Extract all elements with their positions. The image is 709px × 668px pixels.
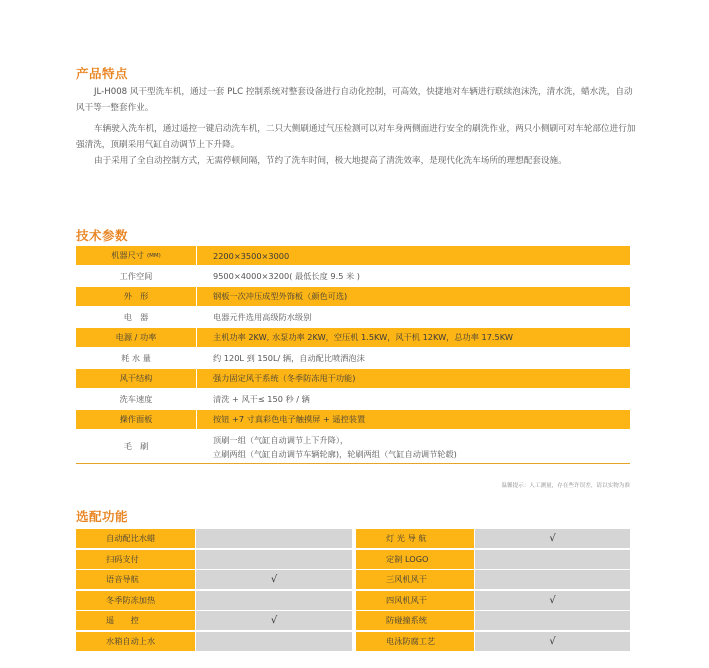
spec-row [76, 349, 630, 368]
spec-unit: (MM) [146, 252, 161, 259]
spec-row [76, 410, 630, 429]
option-check [196, 550, 352, 569]
options-table [76, 529, 630, 652]
option-name: 四风机风干 [356, 591, 474, 610]
option-check: √ [475, 632, 630, 651]
features-paragraph-1: JL-H008 风干型洗车机，通过一套 PLC 控制系统对整套设备进行自动化控制，可高效，快捷地对车辆进行联续泡沫洗，清水洗，蜡水洗，自动风干等一整套作业。 [76, 87, 633, 113]
specs-title: 技术参数 [76, 228, 129, 243]
spec-value: 约 120L 到 150L/ 辆，自动配比喷洒泡沫 [197, 349, 630, 368]
option-check [475, 611, 630, 630]
brush-line-2: 立刷两组（气缸自动调节车辆轮廓)，轮刷两组（气缸自动调节轮毂) [213, 448, 457, 459]
spec-table-bottom-rule [76, 463, 630, 464]
measurement-note: 温馨提示：人工测量，存在些许误差，请以实物为准 [501, 483, 630, 489]
option-check [196, 529, 352, 548]
option-name: 自动配比水蜡 [76, 529, 195, 548]
spec-label: 耗 水 量 [76, 349, 196, 368]
option-row [76, 591, 630, 610]
spec-value: 9500×4000×3200( 最低长度 9.5 米 ) [197, 267, 630, 286]
spec-label: 洗车速度 [76, 390, 196, 409]
spec-value: 清洗 + 风干≤ 150 秒 / 辆 [197, 390, 630, 409]
spec-label: 工作空间 [76, 267, 196, 286]
spec-label: 电 器 [76, 308, 196, 327]
spec-row [76, 267, 630, 286]
option-name: 扫码支付 [76, 550, 195, 569]
spec-row [76, 287, 630, 306]
option-name: 电泳防腐工艺 [356, 632, 474, 651]
option-row [76, 570, 630, 589]
option-name: 灯 光 导 航 [356, 529, 474, 548]
option-row [76, 550, 630, 569]
option-row [76, 611, 630, 630]
spec-label: 毛 刷 [76, 431, 196, 463]
spec-value: 按钮 +7 寸真彩色电子触摸屏 + 遥控装置 [197, 410, 630, 429]
option-check [475, 570, 630, 589]
spec-table [76, 246, 630, 464]
option-name: 遥 控 [76, 611, 195, 630]
spec-label: 外 形 [76, 287, 196, 306]
option-row [76, 632, 630, 651]
option-name: 冬季防冻加热 [76, 591, 195, 610]
spec-value [197, 431, 630, 463]
spec-row-brush [76, 431, 630, 463]
features-paragraph-2: 车辆驶入洗车机，通过遥控一键启动洗车机，二只大侧刷通过气压检测可以对车身两侧面进行安全的刷洗作业，两只小侧刷可对车轮部位进行加强清洗，顶刷采用气缸自动调节上下升降。 [76, 124, 636, 150]
spec-label: 操作面板 [76, 410, 196, 429]
option-check [196, 632, 352, 651]
option-name: 定制 LOGO [356, 550, 474, 569]
spec-row [76, 369, 630, 388]
spec-value: 电器元件选用高级防水级别 [197, 308, 630, 327]
spec-value: 主机功率 2KW, 水泵功率 2KW，空压机 1.5KW，风干机 12KW，总功率 17.5KW [197, 328, 630, 347]
option-name: 语音导航 [76, 570, 195, 589]
spec-row [76, 308, 630, 327]
spec-value: 2200×3500×3000 [197, 246, 630, 265]
features-paragraph-3: 由于采用了全自动控制方式，无需停顿间隔，节约了洗车时间，极大地提高了清洗效率，是现代化洗车场所的理想配套设施。 [94, 156, 567, 166]
option-check [475, 550, 630, 569]
spec-label: 机器尺寸 (MM) [76, 246, 196, 265]
option-row [76, 529, 630, 548]
option-check [196, 591, 352, 610]
spec-label: 风干结构 [76, 369, 196, 388]
options-title: 选配功能 [76, 509, 129, 524]
spec-row [76, 328, 630, 347]
spec-row [76, 390, 630, 409]
option-check: √ [196, 611, 352, 630]
option-check: √ [475, 591, 630, 610]
spec-row [76, 246, 630, 265]
spec-value: 强力固定风干系统（冬季防冻甩干功能) [197, 369, 630, 388]
option-name: 水箱自动上水 [76, 632, 195, 651]
option-name: 防碰撞系统 [356, 611, 474, 630]
option-check: √ [196, 570, 352, 589]
features-title: 产品特点 [76, 66, 129, 81]
brush-line-1: 顶刷一组（气缸自动调节上下升降）， [213, 434, 349, 445]
option-name: 三风机风干 [356, 570, 474, 589]
option-check: √ [475, 529, 630, 548]
spec-label: 电源 / 功率 [76, 328, 196, 347]
spec-value: 钢板一次冲压成型外饰板（颜色可选) [197, 287, 630, 306]
